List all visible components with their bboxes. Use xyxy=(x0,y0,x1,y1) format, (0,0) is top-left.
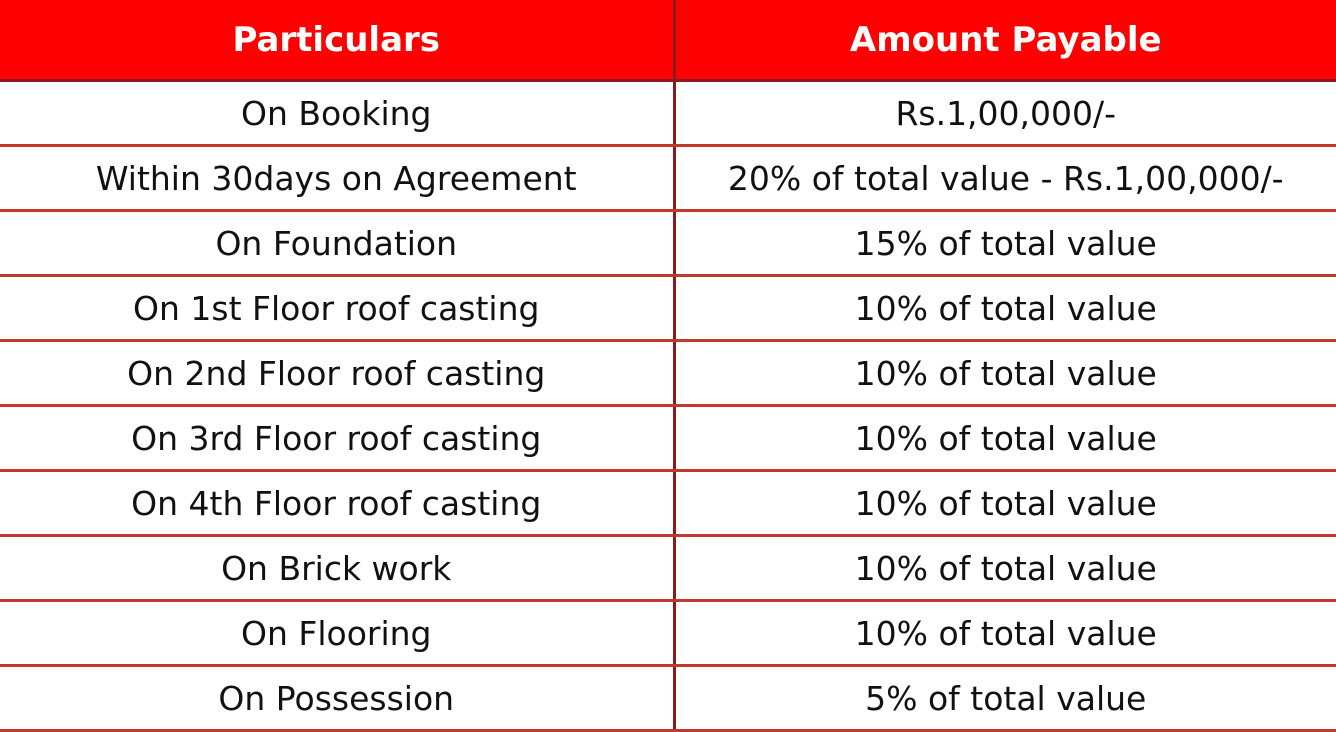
amount-cell: Rs.1,00,000/- xyxy=(674,81,1336,146)
amount-cell: 10% of total value xyxy=(674,601,1336,666)
particular-cell: On Brick work xyxy=(0,536,674,601)
particular-cell: On Booking xyxy=(0,81,674,146)
particular-cell: On 4th Floor roof casting xyxy=(0,471,674,536)
table-row xyxy=(0,406,1336,471)
table-row xyxy=(0,471,1336,536)
table-header-row xyxy=(0,0,1336,81)
amount-cell: 10% of total value xyxy=(674,536,1336,601)
amount-cell: 10% of total value xyxy=(674,276,1336,341)
particular-cell: On 2nd Floor roof casting xyxy=(0,341,674,406)
table-row xyxy=(0,146,1336,211)
table-row xyxy=(0,211,1336,276)
particular-cell: On Possession xyxy=(0,666,674,731)
amount-cell: 10% of total value xyxy=(674,341,1336,406)
particular-cell: On 3rd Floor roof casting xyxy=(0,406,674,471)
table-row xyxy=(0,341,1336,406)
table-row xyxy=(0,276,1336,341)
header-particulars: Particulars xyxy=(0,0,674,81)
table-row xyxy=(0,601,1336,666)
table-row xyxy=(0,536,1336,601)
amount-cell: 10% of total value xyxy=(674,406,1336,471)
table-row xyxy=(0,666,1336,731)
amount-cell: 10% of total value xyxy=(674,471,1336,536)
particular-cell: On Flooring xyxy=(0,601,674,666)
table-row xyxy=(0,81,1336,146)
particular-cell: Within 30days on Agreement xyxy=(0,146,674,211)
amount-cell: 15% of total value xyxy=(674,211,1336,276)
amount-cell: 5% of total value xyxy=(674,666,1336,731)
particular-cell: On Foundation xyxy=(0,211,674,276)
amount-cell: 20% of total value - Rs.1,00,000/- xyxy=(674,146,1336,211)
particular-cell: On 1st Floor roof casting xyxy=(0,276,674,341)
header-amount-payable: Amount Payable xyxy=(674,0,1336,81)
